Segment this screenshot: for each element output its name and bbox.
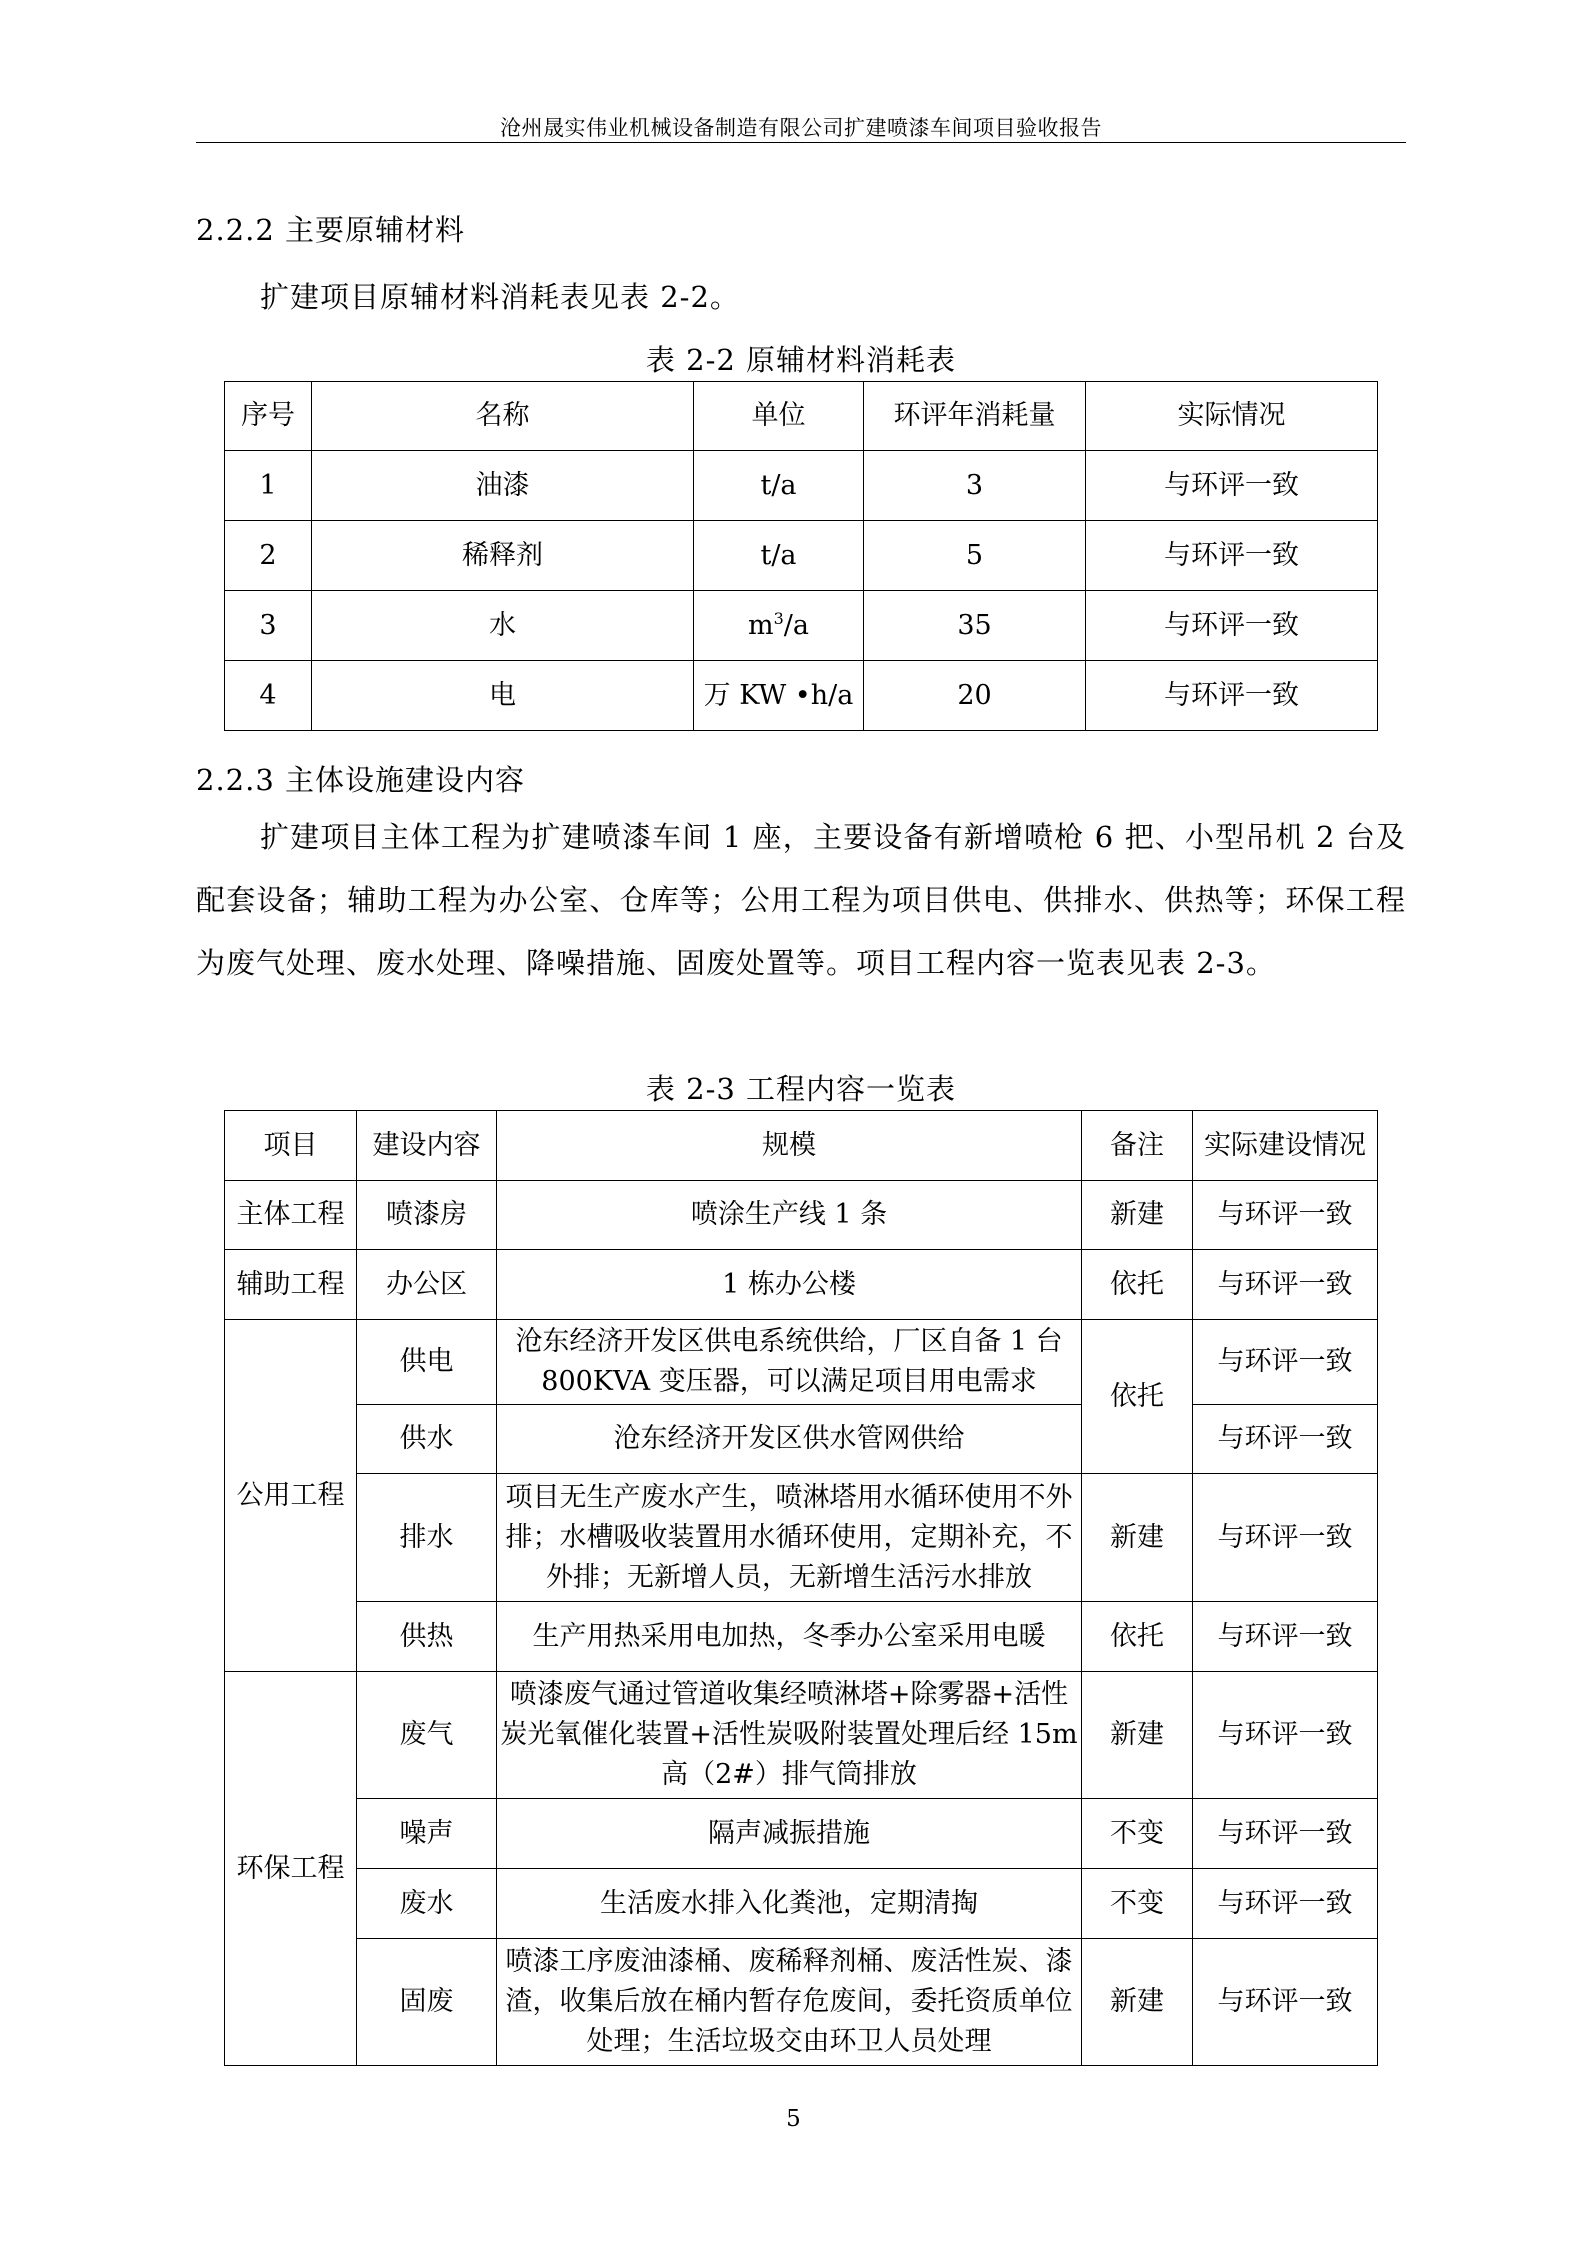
cell-scale (497, 1672, 1082, 1799)
cell-note: 依托 (1082, 1320, 1193, 1474)
cell-amount: 35 (864, 591, 1086, 661)
scale-line: 项目无生产废水产生，喷淋塔用水循环使用不外 (505, 1481, 1073, 1513)
unit-base: m (748, 609, 774, 641)
cell-scale (497, 1474, 1082, 1602)
section-heading-223: 2.2.3 主体设施建设内容 (196, 763, 526, 797)
cell-no: 1 (225, 451, 312, 521)
scale-line: 高（2#）排气筒排放 (661, 1759, 917, 1790)
scale-line: 800KVA 变压器，可以满足项目用电需求 (541, 1366, 1037, 1397)
cell-category: 公用工程 (225, 1320, 357, 1672)
header-cell-unit: 单位 (694, 382, 864, 451)
cell-category: 主体工程 (225, 1181, 357, 1250)
scale-line: 渣，收集后放在桶内暂存危废间，委托资质单位 (505, 1986, 1073, 2017)
cell-item: 废水 (357, 1869, 497, 1939)
cell-amount: 20 (864, 661, 1086, 731)
table-row (225, 1799, 1378, 1869)
cell-unit: t/a (694, 521, 864, 591)
paragraph-223: 扩建项目主体工程为扩建喷漆车间 1 座，主要设备有新增喷枪 6 把、小型吊机 2 台及配套设备；辅助工程为办公室、仓库等；公用工程为项目供电、供排水、供热等；环保工程为废气处理、废水处理、降噪措施、固废处置等。项目工程内容一览表见表 2-3。 (196, 820, 1406, 980)
cell-note: 不变 (1082, 1869, 1193, 1939)
cell-amount: 5 (864, 521, 1086, 591)
cell-scale (497, 1939, 1082, 2066)
cell-status: 与环评一致 (1193, 1405, 1378, 1474)
cell-unit (694, 591, 864, 661)
cell-unit: t/a (694, 451, 864, 521)
cell-status: 与环评一致 (1193, 1181, 1378, 1250)
cell-no: 2 (225, 521, 312, 591)
table-row (225, 1602, 1378, 1672)
header-cell-note: 备注 (1082, 1111, 1193, 1181)
cell-scale: 1 栋办公楼 (497, 1250, 1082, 1320)
cell-name: 水 (312, 591, 694, 661)
scale-line: 沧东经济开发区供电系统供给，厂区自备 1 台 (515, 1326, 1063, 1357)
table-row (225, 1672, 1378, 1799)
cell-item: 固废 (357, 1939, 497, 2066)
header-cell-name: 名称 (312, 382, 694, 451)
header-cell-project: 项目 (225, 1111, 357, 1181)
table-row (225, 1939, 1378, 2066)
cell-status: 与环评一致 (1193, 1869, 1378, 1939)
table-row (225, 591, 1378, 661)
cell-status: 与环评一致 (1086, 661, 1378, 731)
table-23-header-row (225, 1111, 1378, 1181)
cell-item: 喷漆房 (357, 1181, 497, 1250)
table-row (225, 451, 1378, 521)
header-cell-actual: 实际建设情况 (1193, 1111, 1378, 1181)
unit-superscript: 3 (773, 608, 784, 628)
cell-status: 与环评一致 (1193, 1799, 1378, 1869)
scale-line: 喷漆工序废油漆桶、废稀释剂桶、废活性炭、漆 (505, 1946, 1073, 1977)
cell-status: 与环评一致 (1193, 1672, 1378, 1799)
table-row (225, 1181, 1378, 1250)
table-22-header-row (225, 382, 1378, 451)
scale-line: 外排；无新增人员，无新增生活污水排放 (546, 1561, 1032, 1593)
cell-item: 办公区 (357, 1250, 497, 1320)
table-row (225, 1869, 1378, 1939)
cell-scale: 生活废水排入化粪池，定期清掏 (497, 1869, 1082, 1939)
cell-name: 稀释剂 (312, 521, 694, 591)
cell-note: 新建 (1082, 1474, 1193, 1602)
cell-name: 油漆 (312, 451, 694, 521)
cell-amount: 3 (864, 451, 1086, 521)
cell-item: 废气 (357, 1672, 497, 1799)
unit-tail: /a (783, 609, 809, 641)
table-row (225, 1474, 1378, 1602)
cell-status: 与环评一致 (1086, 591, 1378, 661)
scale-line: 喷漆废气通过管道收集经喷淋塔+除雾器+活性 (509, 1679, 1069, 1710)
table-row (225, 661, 1378, 731)
cell-scale: 隔声减振措施 (497, 1799, 1082, 1869)
cell-note: 不变 (1082, 1799, 1193, 1869)
cell-item: 供热 (357, 1602, 497, 1672)
cell-item: 排水 (357, 1474, 497, 1602)
table-row (225, 1250, 1378, 1320)
cell-scale: 生产用热采用电加热，冬季办公室采用电暖 (497, 1602, 1082, 1672)
table-23 (224, 1110, 1378, 2066)
scale-line: 排；水槽吸收装置用水循环使用，定期补充，不 (505, 1521, 1073, 1553)
table-row (225, 521, 1378, 591)
paragraph-222: 扩建项目原辅材料消耗表见表 2-2。 (260, 280, 740, 314)
cell-item: 供电 (357, 1320, 497, 1405)
cell-category: 辅助工程 (225, 1250, 357, 1320)
cell-name: 电 (312, 661, 694, 731)
cell-status: 与环评一致 (1086, 451, 1378, 521)
header-cell-amount: 环评年消耗量 (864, 382, 1086, 451)
cell-note: 新建 (1082, 1181, 1193, 1250)
header-cell-scale: 规模 (497, 1111, 1082, 1181)
cell-status: 与环评一致 (1193, 1320, 1378, 1405)
cell-item: 噪声 (357, 1799, 497, 1869)
page-header: 沧州晟实伟业机械设备制造有限公司扩建喷漆车间项目验收报告 (500, 116, 1102, 140)
section-heading-222: 2.2.2 主要原辅材料 (196, 213, 466, 247)
cell-note: 依托 (1082, 1602, 1193, 1672)
table-22 (224, 381, 1378, 731)
cell-scale (497, 1320, 1082, 1405)
table-row (225, 1320, 1378, 1405)
cell-item: 供水 (357, 1405, 497, 1474)
header-cell-no: 序号 (225, 382, 312, 451)
cell-scale: 喷涂生产线 1 条 (497, 1181, 1082, 1250)
table-22-caption: 表 2-2 原辅材料消耗表 (645, 343, 957, 377)
scale-line: 炭光氧催化装置+活性炭吸附装置处理后经 15m (500, 1719, 1078, 1750)
page-number: 5 (786, 2106, 801, 2132)
cell-note: 新建 (1082, 1672, 1193, 1799)
cell-note: 新建 (1082, 1939, 1193, 2066)
header-rule (196, 142, 1406, 143)
cell-status: 与环评一致 (1193, 1939, 1378, 2066)
cell-status: 与环评一致 (1193, 1602, 1378, 1672)
table-row (225, 1405, 1378, 1474)
header-cell-status: 实际情况 (1086, 382, 1378, 451)
cell-unit: 万 KW •h/a (694, 661, 864, 731)
header-cell-content: 建设内容 (357, 1111, 497, 1181)
scale-line: 处理；生活垃圾交由环卫人员处理 (586, 2026, 992, 2057)
cell-no: 3 (225, 591, 312, 661)
table-23-caption: 表 2-3 工程内容一览表 (645, 1072, 957, 1106)
cell-status: 与环评一致 (1193, 1474, 1378, 1602)
cell-status: 与环评一致 (1086, 521, 1378, 591)
cell-no: 4 (225, 661, 312, 731)
cell-category: 环保工程 (225, 1672, 357, 2066)
cell-scale: 沧东经济开发区供水管网供给 (497, 1405, 1082, 1474)
cell-note: 依托 (1082, 1250, 1193, 1320)
cell-status: 与环评一致 (1193, 1250, 1378, 1320)
